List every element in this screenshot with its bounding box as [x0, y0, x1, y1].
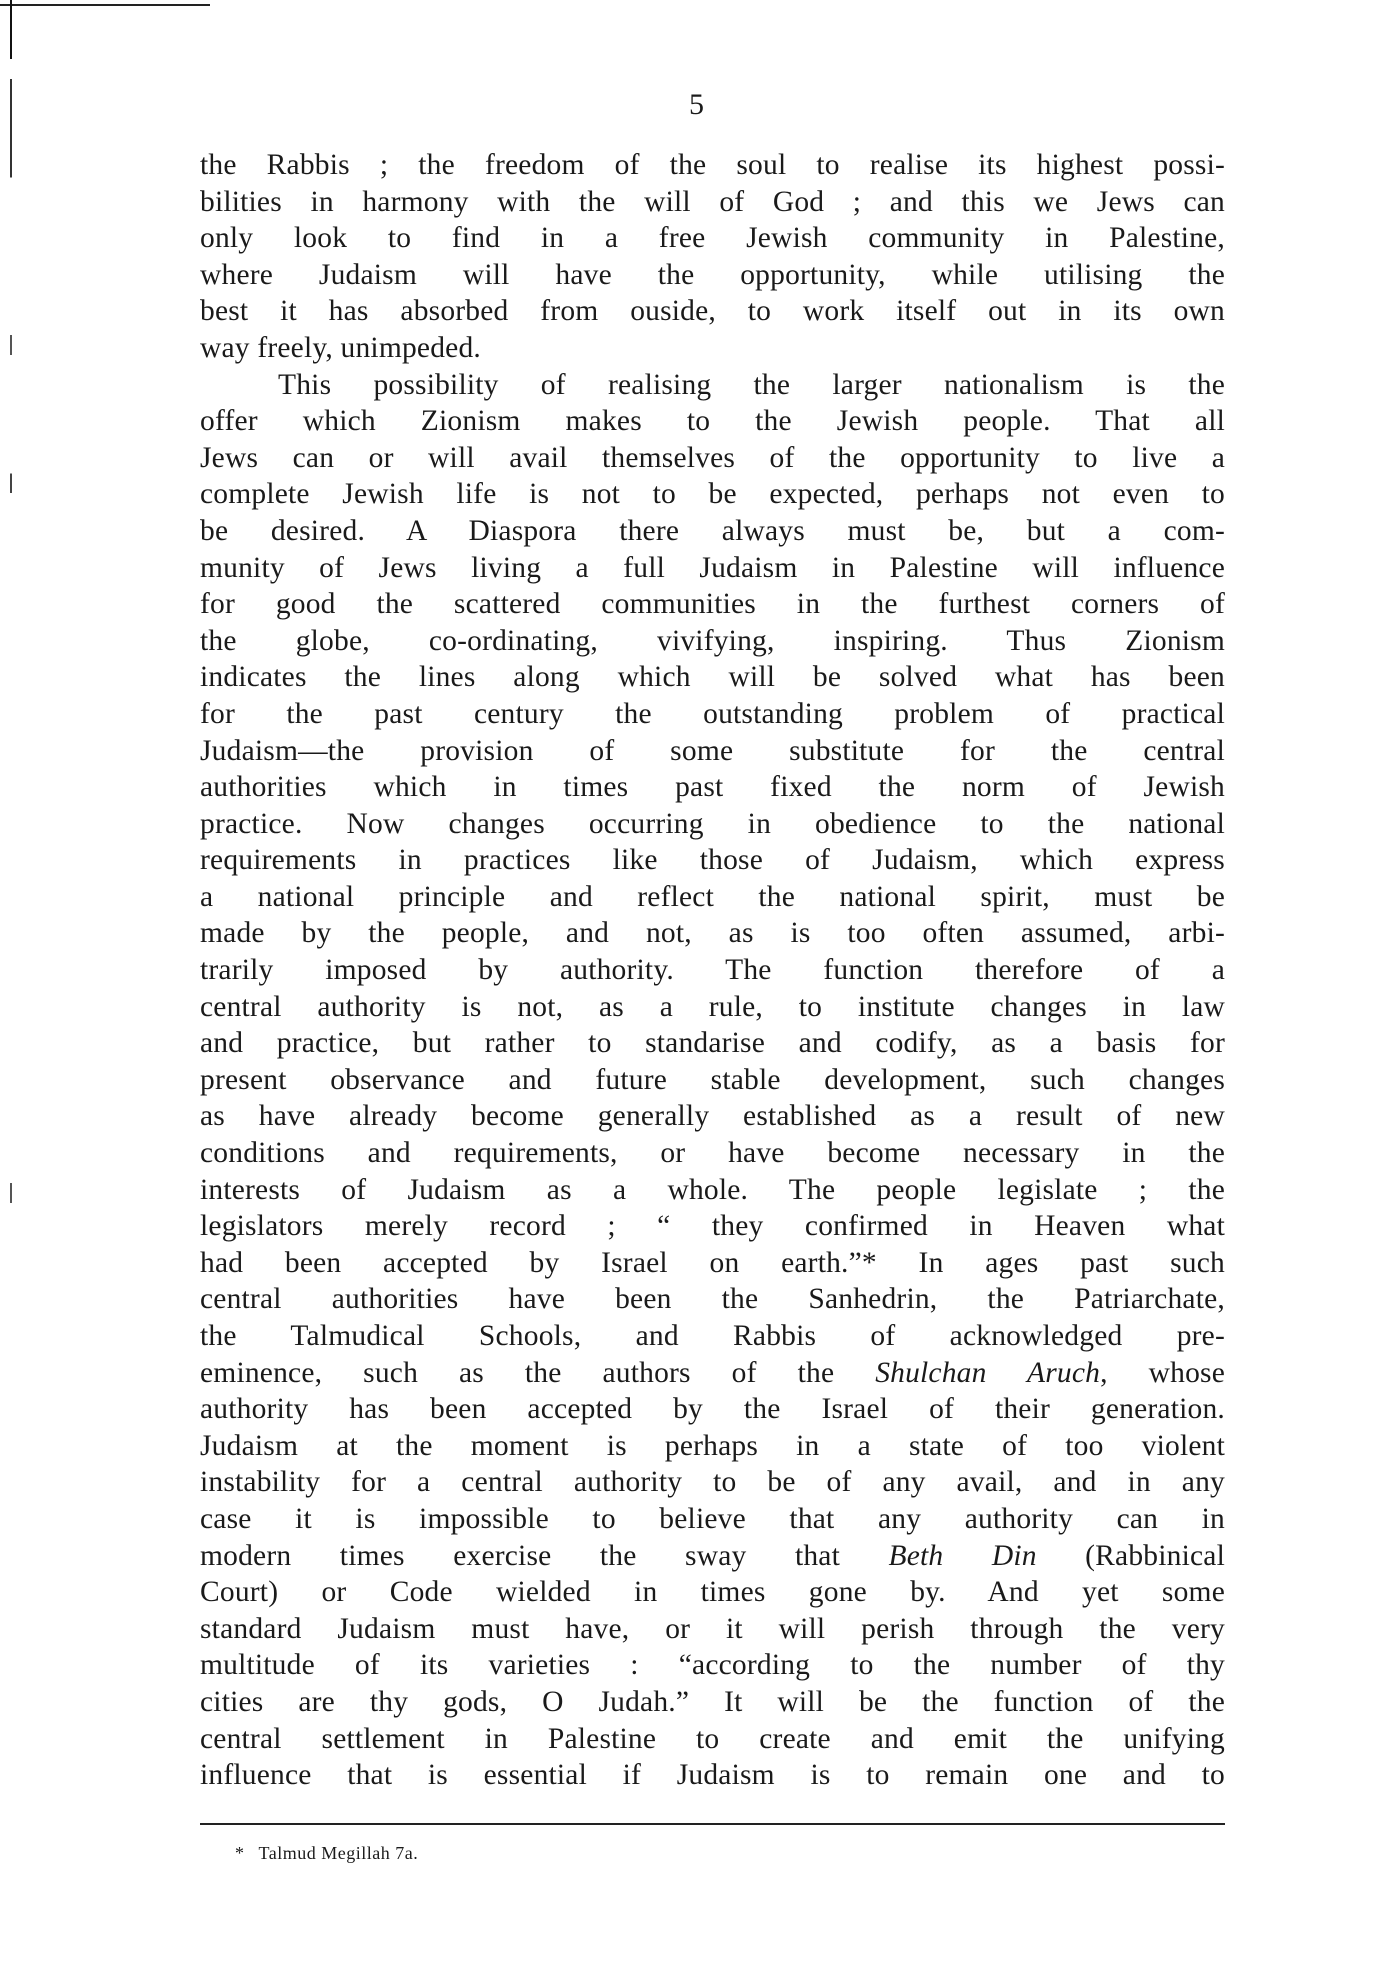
text-line: instability for a central authority to be of any avail, and in any: [200, 1466, 1225, 1499]
text-line: made by the people, and not, as is too often assumed, arbi-: [200, 917, 1225, 950]
scan-border-left: [10, 0, 12, 1972]
text-line: for good the scattered communities in the furthest corners of: [200, 588, 1225, 621]
text-segment: modern times exercise the sway that: [200, 1539, 889, 1572]
text-line: [200, 1538, 1225, 1575]
text-line: trarily imposed by authority. The function therefore of a: [200, 954, 1225, 987]
text-line: cities are thy gods, O Judah.” It will be the function of the: [200, 1685, 1225, 1718]
text-line: [200, 1355, 1225, 1392]
text-line: central settlement in Palestine to create and emit the unifying: [200, 1722, 1225, 1755]
text-line: multitude of its varieties : “according to the number of thy: [200, 1649, 1225, 1682]
text-line: complete Jewish life is not to be expected, perhaps not even to: [200, 478, 1225, 511]
text-line: offer which Zionism makes to the Jewish people. That all: [200, 405, 1225, 438]
text-line: authorities which in times past fixed the norm of Jewish: [200, 771, 1225, 804]
text-line: indicates the lines along which will be solved what has been: [200, 661, 1225, 694]
text-segment: , whose: [1100, 1356, 1225, 1389]
text-line: requirements in practices like those of Judaism, which express: [200, 844, 1225, 877]
text-line: present observance and future stable development, such changes: [200, 1063, 1225, 1096]
page-number: 5: [689, 88, 704, 121]
text-line: for the past century the outstanding problem of practical: [200, 697, 1225, 730]
text-line: a national principle and reflect the national spirit, must be: [200, 880, 1225, 913]
text-line: central authority is not, as a rule, to institute changes in law: [200, 990, 1225, 1023]
text-line: authority has been accepted by the Israel of their generation.: [200, 1393, 1225, 1426]
footnote-text: Talmud Megillah 7a.: [258, 1843, 419, 1863]
body-text: [200, 147, 1225, 1794]
text-line: the globe, co-ordinating, vivifying, inspiring. Thus Zionism: [200, 624, 1225, 657]
text-line: interests of Judaism as a whole. The people legislate ; the: [200, 1173, 1225, 1206]
text-line: munity of Jews living a full Judaism in Palestine will influence: [200, 551, 1225, 584]
text-line: be desired. A Diaspora there always must be, but a com-: [200, 514, 1225, 547]
text-line: way freely, unimpeded.: [200, 331, 481, 364]
text-segment: eminence, such as the authors of the: [200, 1356, 876, 1389]
text-segment: (Rabbinical: [1036, 1539, 1225, 1572]
text-line: Court) or Code wielded in times gone by. And yet some: [200, 1576, 1225, 1609]
text-line: central authorities have been the Sanhedrin, the Patriarchate,: [200, 1283, 1225, 1316]
text-line: where Judaism will have the opportunity, while utilising the: [200, 258, 1225, 291]
text-line: only look to find in a free Jewish community in Palestine,: [200, 222, 1225, 255]
text-line: and practice, but rather to standarise and codify, as a basis for: [200, 1027, 1225, 1060]
footnote: [235, 1842, 418, 1864]
text-line: best it has absorbed from ouside, to work itself out in its own: [200, 295, 1225, 328]
italic-title: Shulchan Aruch: [875, 1356, 1101, 1389]
text-line: legislators merely record ; “ they confirmed in Heaven what: [200, 1210, 1225, 1243]
text-line: as have already become generally established as a result of new: [200, 1100, 1225, 1133]
text-line: Judaism—the provision of some substitute for the central: [200, 734, 1225, 767]
text-line: the Talmudical Schools, and Rabbis of acknowledged pre-: [200, 1320, 1225, 1352]
text-line: Jews can or will avail themselves of the opportunity to live a: [200, 441, 1225, 474]
footnote-divider: [200, 1823, 1225, 1825]
text-line: practice. Now changes occurring in obedience to the national: [200, 807, 1225, 840]
text-line: conditions and requirements, or have become necessary in the: [200, 1137, 1225, 1170]
text-line: This possibility of realising the larger nationalism is the: [278, 368, 1225, 401]
text-line: Judaism at the moment is perhaps in a state of too violent: [200, 1429, 1225, 1462]
text-line: had been accepted by Israel on earth.”* In ages past such: [200, 1246, 1225, 1279]
text-line: the Rabbis ; the freedom of the soul to realise its highest possi-: [200, 149, 1225, 181]
text-line: case it is impossible to believe that any authority can in: [200, 1502, 1225, 1535]
italic-title: Beth Din: [888, 1539, 1037, 1572]
text-line: standard Judaism must have, or it will perish through the very: [200, 1612, 1225, 1645]
text-line: bilities in harmony with the will of God ; and this we Jews can: [200, 185, 1225, 218]
scan-border-top: [0, 4, 210, 6]
text-line: influence that is essential if Judaism is to remain one and to: [200, 1759, 1225, 1792]
footnote-mark: *: [235, 1843, 245, 1863]
